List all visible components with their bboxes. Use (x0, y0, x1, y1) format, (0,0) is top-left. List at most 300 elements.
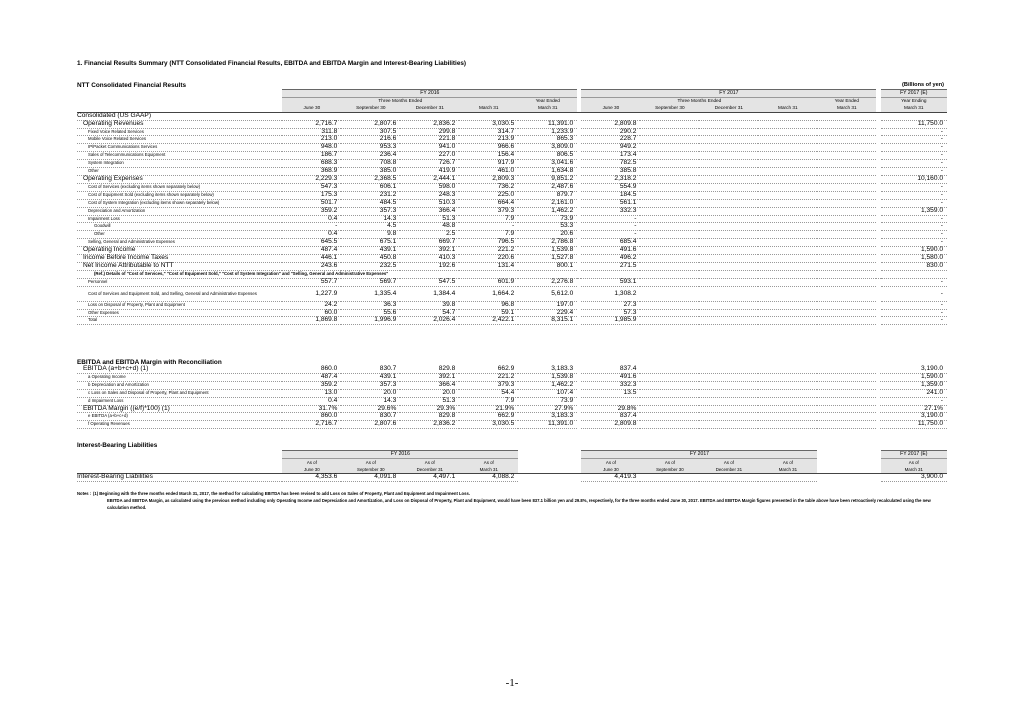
value-cell: 510.3 (400, 199, 459, 207)
value-cell: 837.4 (581, 366, 640, 373)
value-cell: 830.7 (341, 366, 400, 373)
value-cell: 11,750.0 (880, 421, 947, 429)
row-label: Other (77, 168, 282, 176)
value-cell: 385.0 (341, 168, 400, 176)
value-cell: 0.4 (282, 397, 341, 405)
value-cell: - (881, 286, 947, 301)
value-cell: 5,612.0 (518, 286, 577, 301)
value-cell: 392.1 (400, 373, 459, 381)
value-cell (341, 112, 400, 120)
fy2017-header: FY 2017 (581, 90, 876, 98)
value-cell: 593.1 (581, 278, 640, 286)
value-cell (699, 255, 758, 263)
value-cell: 806.5 (518, 152, 577, 160)
value-cell: 410.3 (400, 255, 459, 263)
value-cell (699, 215, 758, 223)
value-cell: 225.0 (459, 191, 518, 199)
value-cell: 197.0 (518, 301, 577, 309)
table-row (77, 301, 947, 309)
value-cell: 2,161.0 (518, 199, 577, 207)
value-cell: 446.1 (282, 255, 341, 263)
value-cell (817, 128, 876, 136)
row-label: Cost of Services and Equipment Sold, and Selling, General and Administrative Expenses (77, 286, 282, 301)
value-cell (640, 199, 699, 207)
col-june30: June 30 (581, 466, 640, 473)
value-cell: 73.9 (518, 397, 577, 405)
value-cell (817, 175, 876, 183)
value-cell (640, 278, 699, 286)
value-cell (640, 413, 699, 421)
value-cell: 662.9 (459, 413, 518, 421)
value-cell: 220.6 (459, 255, 518, 263)
value-cell (817, 397, 876, 405)
value-cell (699, 231, 758, 239)
value-cell (817, 199, 876, 207)
value-cell (699, 262, 758, 270)
value-cell (699, 405, 758, 413)
value-cell (817, 160, 876, 168)
value-cell: 311.8 (282, 128, 341, 136)
value-cell: 332.3 (581, 207, 640, 215)
value-cell (640, 120, 699, 128)
value-cell: 501.7 (282, 199, 341, 207)
value-cell: 227.0 (400, 152, 459, 160)
value-cell (699, 152, 758, 160)
row-label: Depreciation and Amortization (77, 207, 282, 215)
row-label: b Depreciation and Amortization (77, 381, 282, 389)
value-cell (758, 215, 817, 223)
value-cell: - (881, 215, 947, 223)
value-cell (758, 278, 817, 286)
note-1: (1) Beginning with the three months ended March 31, 2017, the method for calculating EBITDA has been revised to add Loss on Sales of Property, Plant and Equipment and Impairment Loss. (93, 491, 470, 496)
value-cell: 51.3 (400, 397, 459, 405)
value-cell (699, 207, 758, 215)
row-label: Sales of Telecommunications Equipment (77, 152, 282, 160)
value-cell: 29.6% (341, 405, 400, 413)
value-cell: 8,315.1 (518, 317, 577, 325)
value-cell (758, 397, 817, 405)
value-cell: 685.4 (581, 239, 640, 247)
value-cell: 221.2 (459, 373, 518, 381)
fy2017e-header: FY 2017 (E) (881, 451, 947, 459)
value-cell (699, 286, 758, 301)
value-cell: 830.0 (881, 262, 947, 270)
value-cell: 662.9 (459, 366, 518, 373)
value-cell: 688.3 (282, 160, 341, 168)
value-cell: - (282, 223, 341, 231)
value-cell: 0.4 (282, 231, 341, 239)
value-cell: 368.9 (282, 168, 341, 176)
value-cell: 675.1 (341, 239, 400, 247)
value-cell: 1,539.8 (518, 373, 577, 381)
value-cell: 1,590.0 (880, 373, 947, 381)
value-cell: - (881, 301, 947, 309)
value-cell: 228.7 (581, 136, 640, 144)
value-cell (817, 286, 876, 301)
value-cell (817, 191, 876, 199)
value-cell: 1,359.0 (881, 207, 947, 215)
value-cell (459, 112, 518, 120)
value-cell (817, 413, 876, 421)
value-cell (640, 215, 699, 223)
page-number: -1- (505, 677, 519, 689)
col-mar31: March 31 (881, 105, 947, 112)
value-cell: - (581, 223, 640, 231)
value-cell: 216.6 (341, 136, 400, 144)
value-cell (817, 223, 876, 231)
value-cell (640, 309, 699, 317)
value-cell (699, 413, 758, 421)
value-cell: - (459, 223, 518, 231)
col-as-of: As of (881, 458, 947, 465)
row-label: EBITDA Margin ((e/f)*100) (1) (77, 405, 282, 413)
value-cell (699, 421, 758, 429)
col-june30: June 30 (282, 466, 341, 473)
value-cell: 3,041.6 (518, 160, 577, 168)
value-cell: 796.5 (459, 239, 518, 247)
value-cell (817, 112, 876, 120)
value-cell (817, 144, 876, 152)
value-cell: 2.5 (400, 231, 459, 239)
value-cell: 1,227.9 (282, 286, 341, 301)
row-label: Operating Income (77, 247, 282, 255)
value-cell (758, 152, 817, 160)
value-cell: - (881, 231, 947, 239)
value-cell: 13.0 (282, 389, 341, 397)
value-cell (640, 317, 699, 325)
fy2016-header: FY 2016 (282, 90, 577, 98)
value-cell (640, 231, 699, 239)
value-cell: 10,160.0 (881, 175, 947, 183)
value-cell: 598.0 (400, 183, 459, 191)
value-cell: 39.8 (400, 301, 459, 309)
value-cell: 359.2 (282, 381, 341, 389)
value-cell: 4,091.8 (341, 473, 400, 481)
row-label: Goodwill (77, 223, 282, 231)
value-cell: 20.0 (400, 389, 459, 397)
value-cell: 547.5 (400, 278, 459, 286)
value-cell: 20.0 (341, 389, 400, 397)
row-label: c Loss on Sales and Disposal of Property, Plant and Equipment (77, 389, 282, 397)
value-cell (758, 317, 817, 325)
value-cell (817, 262, 876, 270)
value-cell: 606.1 (341, 183, 400, 191)
row-label: Mobile Voice Related Services (77, 136, 282, 144)
value-cell (758, 175, 817, 183)
value-cell: - (581, 215, 640, 223)
col-sep30: September 30 (640, 466, 699, 473)
row-label: System Integration (77, 160, 282, 168)
value-cell (758, 120, 817, 128)
value-cell: 2,809.3 (459, 175, 518, 183)
value-cell: 236.4 (341, 152, 400, 160)
value-cell (817, 215, 876, 223)
value-cell (699, 301, 758, 309)
value-cell (758, 160, 817, 168)
row-label: EBITDA (a+b+c+d) (1) (77, 366, 282, 373)
value-cell: 3,809.0 (518, 144, 577, 152)
value-cell: 29.8% (581, 405, 640, 413)
value-cell (581, 112, 640, 120)
value-cell: 491.6 (581, 373, 640, 381)
value-cell (699, 183, 758, 191)
value-cell: 13.5 (581, 389, 640, 397)
value-cell: 241.0 (880, 389, 947, 397)
col-dec31: December 31 (699, 466, 758, 473)
value-cell: 7.9 (459, 215, 518, 223)
table-row (77, 286, 947, 301)
value-cell (640, 247, 699, 255)
value-cell (699, 199, 758, 207)
value-cell: 36.3 (341, 301, 400, 309)
value-cell (640, 397, 699, 405)
value-cell: 2,368.5 (341, 175, 400, 183)
value-cell (758, 373, 817, 381)
value-cell: 48.8 (400, 223, 459, 231)
value-cell: 1,580.0 (881, 255, 947, 263)
value-cell: 664.4 (459, 199, 518, 207)
value-cell: 60.0 (282, 309, 341, 317)
row-label: Income Before Income Taxes (77, 255, 282, 263)
value-cell: 1,462.2 (518, 207, 577, 215)
value-cell (699, 128, 758, 136)
value-cell: 1,527.8 (518, 255, 577, 263)
value-cell: 2,276.8 (518, 278, 577, 286)
value-cell: 14.3 (341, 397, 400, 405)
value-cell: 73.9 (518, 215, 577, 223)
value-cell: 496.2 (581, 255, 640, 263)
year-ended-header: Year Ended (817, 97, 876, 104)
value-cell (817, 421, 876, 429)
value-cell (640, 183, 699, 191)
row-label: Interest-Bearing Liabilities (77, 473, 282, 481)
value-cell: 7.9 (459, 231, 518, 239)
value-cell: 131.4 (459, 262, 518, 270)
value-cell: - (581, 231, 640, 239)
value-cell: 2,487.6 (518, 183, 577, 191)
value-cell (758, 207, 817, 215)
row-label: Net Income Attributable to NTT (77, 262, 282, 270)
row-label: d Impairment Loss (77, 397, 282, 405)
value-cell: 487.4 (282, 373, 341, 381)
value-cell (699, 278, 758, 286)
value-cell: 96.8 (459, 301, 518, 309)
value-cell: 491.6 (581, 247, 640, 255)
fy2016-header: FY 2016 (282, 451, 518, 459)
table-row (77, 278, 947, 286)
value-cell: 3,190.0 (880, 366, 947, 373)
value-cell (640, 366, 699, 373)
table-row (77, 207, 947, 215)
table-row (77, 262, 947, 270)
value-cell (699, 366, 758, 373)
row-label: Consolidated (US GAAP) (77, 112, 282, 120)
value-cell: 557.7 (282, 278, 341, 286)
value-cell: 366.4 (400, 381, 459, 389)
value-cell (817, 152, 876, 160)
value-cell (581, 397, 640, 405)
value-cell: 2,422.1 (459, 317, 518, 325)
value-cell: 59.1 (459, 309, 518, 317)
row-label: Cost of Services (excluding items shown separately below) (77, 183, 282, 191)
value-cell (758, 199, 817, 207)
interest-bearing-table (77, 450, 947, 482)
value-cell (640, 223, 699, 231)
value-cell: 1,308.2 (581, 286, 640, 301)
value-cell: 1,664.2 (459, 286, 518, 301)
value-cell: 830.7 (341, 413, 400, 421)
value-cell (817, 373, 876, 381)
value-cell: 175.3 (282, 191, 341, 199)
value-cell (699, 144, 758, 152)
value-cell: 1,590.0 (881, 247, 947, 255)
value-cell (282, 112, 341, 120)
row-label: Operating Revenues (77, 120, 282, 128)
col-mar31: March 31 (758, 105, 817, 112)
value-cell (640, 128, 699, 136)
value-cell: 1,359.0 (880, 381, 947, 389)
value-cell (699, 160, 758, 168)
col-as-of: As of (459, 458, 518, 465)
section-title-financial-results: NTT Consolidated Financial Results (77, 82, 187, 89)
value-cell: 4,497.1 (400, 473, 459, 481)
value-cell: 307.5 (341, 128, 400, 136)
value-cell (758, 183, 817, 191)
row-label: Total (77, 317, 282, 325)
value-cell (699, 389, 758, 397)
value-cell: 332.3 (581, 381, 640, 389)
value-cell: 184.5 (581, 191, 640, 199)
value-cell: 484.5 (341, 199, 400, 207)
col-june30: June 30 (581, 105, 640, 112)
fy2017-header: FY 2017 (581, 451, 817, 459)
value-cell: 782.5 (581, 160, 640, 168)
value-cell: 949.2 (581, 144, 640, 152)
value-cell: 156.4 (459, 152, 518, 160)
value-cell: 192.6 (400, 262, 459, 270)
value-cell: 917.9 (459, 160, 518, 168)
value-cell: 21.9% (459, 405, 518, 413)
value-cell: - (881, 168, 947, 176)
col-as-of: As of (699, 458, 758, 465)
value-cell: - (881, 128, 947, 136)
value-cell: 186.7 (282, 152, 341, 160)
year-ending-header: Year Ending (881, 97, 947, 104)
value-cell: 107.4 (518, 389, 577, 397)
value-cell: 2,444.1 (400, 175, 459, 183)
value-cell: 2,807.6 (341, 421, 400, 429)
col-as-of: As of (640, 458, 699, 465)
value-cell: 54.7 (400, 309, 459, 317)
value-cell (758, 366, 817, 373)
value-cell: 213.9 (459, 136, 518, 144)
value-cell: 57.3 (581, 309, 640, 317)
value-cell: 213.0 (282, 136, 341, 144)
value-cell: 837.4 (581, 413, 640, 421)
value-cell (699, 223, 758, 231)
value-cell: 829.8 (400, 366, 459, 373)
page-title: 1. Financial Results Summary (NTT Consolidated Financial Results, EBITDA and EBITDA Margin and Interest-Bearing Liabilities) (77, 60, 467, 67)
value-cell: 2,836.2 (400, 120, 459, 128)
value-cell (817, 301, 876, 309)
value-cell: 3,900.0 (881, 473, 947, 481)
value-cell: 941.0 (400, 144, 459, 152)
ebitda-rows (77, 366, 947, 429)
value-cell: 357.3 (341, 207, 400, 215)
value-cell: 1,233.9 (518, 128, 577, 136)
row-label: (Ref.) Details of "Cost of Services," "Cost of Equipment Sold," "Cost of System Integration" and "Selling, General and Administrative Expenses" (77, 270, 947, 278)
value-cell: - (881, 199, 947, 207)
value-cell: 1,996.9 (341, 317, 400, 325)
value-cell (758, 262, 817, 270)
value-cell: 2,026.4 (400, 317, 459, 325)
value-cell: 450.8 (341, 255, 400, 263)
value-cell (699, 136, 758, 144)
value-cell (699, 317, 758, 325)
value-cell: 3,190.0 (880, 413, 947, 421)
notes-label: Notes : (77, 491, 92, 496)
value-cell: 4,088.2 (459, 473, 518, 481)
value-cell: 1,539.8 (518, 247, 577, 255)
value-cell (640, 175, 699, 183)
value-cell: 708.8 (341, 160, 400, 168)
value-cell: 9,851.2 (518, 175, 577, 183)
value-cell (758, 231, 817, 239)
value-cell (699, 120, 758, 128)
value-cell: 487.4 (282, 247, 341, 255)
row-label: Cost of System Integration (excluding items shown separately below) (77, 199, 282, 207)
value-cell: 3,183.3 (518, 366, 577, 373)
value-cell: 53.3 (518, 223, 577, 231)
row-label: Fixed Voice Related Services (77, 128, 282, 136)
value-cell: - (881, 136, 947, 144)
value-cell (758, 112, 817, 120)
value-cell (640, 239, 699, 247)
value-cell: 379.3 (459, 207, 518, 215)
col-as-of: As of (758, 458, 817, 465)
value-cell: 229.4 (518, 309, 577, 317)
value-cell: 11,750.0 (881, 120, 947, 128)
value-cell: 1,384.4 (400, 286, 459, 301)
value-cell: - (881, 309, 947, 317)
value-cell: 3,030.5 (459, 421, 518, 429)
value-cell (640, 473, 699, 481)
value-cell: - (881, 183, 947, 191)
value-cell: 0.4 (282, 215, 341, 223)
section-title-ebitda: EBITDA and EBITDA Margin with Reconciliation (77, 359, 222, 366)
value-cell: 4,419.3 (581, 473, 640, 481)
col-mar31: March 31 (518, 105, 577, 112)
value-cell (758, 144, 817, 152)
value-cell: 366.4 (400, 207, 459, 215)
value-cell: 55.6 (341, 309, 400, 317)
three-months-header: Three Months Ended (282, 97, 518, 104)
value-cell: 439.1 (341, 373, 400, 381)
value-cell: 865.3 (518, 136, 577, 144)
row-label: Selling, General and Administrative Expenses (77, 239, 282, 247)
value-cell (640, 373, 699, 381)
table-row (77, 421, 947, 429)
value-cell (699, 168, 758, 176)
value-cell (640, 136, 699, 144)
value-cell: 461.0 (459, 168, 518, 176)
value-cell (817, 381, 876, 389)
value-cell: 51.3 (400, 215, 459, 223)
section-title-interest-bearing: Interest-Bearing Liabilities (77, 442, 158, 449)
value-cell: 54.4 (459, 389, 518, 397)
value-cell: 1,985.9 (581, 317, 640, 325)
col-mar31: March 31 (758, 466, 817, 473)
